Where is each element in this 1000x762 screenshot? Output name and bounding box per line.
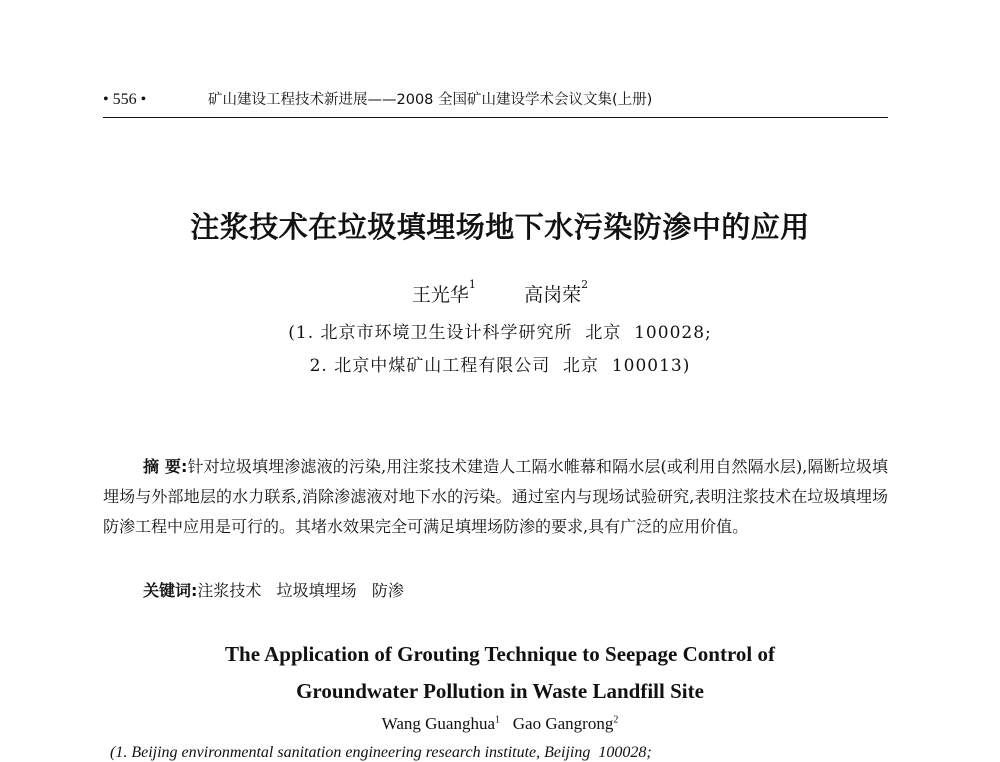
english-author-affil-mark: 2: [613, 714, 619, 726]
author-line: [0, 280, 1000, 307]
abstract-text: 针对垃圾填埋渗滤液的污染,用注浆技术建造人工隔水帷幕和隔水层(或利用自然隔水层),隔断垃圾填埋场与外部地层的水力联系,消除渗滤液对地下水的污染。通过室内与现场试验研究,表明注浆技术在垃圾填埋场防渗工程中应用是可行的。其堵水效果完全可满足填埋场防渗的要求,具有广泛的应用价值。: [103, 457, 888, 536]
affiliation-line: (1. 北京市环境卫生设计科学研究所 北京 100028;: [288, 323, 712, 343]
journal-title: 矿山建设工程技术新进展——2008 全国矿山建设学术会议文集(上册): [208, 92, 653, 108]
english-author-affil-mark: 1: [495, 714, 501, 726]
page-number: • 556 •: [103, 91, 147, 108]
keywords: [143, 578, 404, 601]
keywords-text: 注浆技术 垃圾填埋场 防渗: [197, 581, 404, 600]
affiliation-line: 2. 北京中煤矿山工程有限公司 北京 100013): [309, 356, 691, 376]
header-rule: [103, 117, 888, 118]
english-author-line: [0, 714, 1000, 734]
paper-title: 注浆技术在垃圾填埋场地下水污染防渗中的应用: [190, 210, 810, 244]
english-title-line: Groundwater Pollution in Waste Landfill Site: [296, 679, 704, 703]
author-affil-mark: 2: [581, 278, 589, 291]
english-author-name: Wang Guanghua: [381, 714, 496, 733]
abstract: [103, 452, 888, 542]
author-name: 高岗荣: [524, 284, 582, 306]
author-name: 王光华: [411, 284, 469, 306]
keywords-label: 关键词:: [143, 581, 198, 600]
author-affil-mark: 1: [468, 278, 476, 291]
english-affiliation-line: (1. Beijing environmental sanitation engineering research institute, Beijing 100028;: [110, 744, 652, 761]
abstract-label: 摘 要:: [143, 457, 188, 476]
english-author-name: Gao Gangrong: [512, 714, 614, 733]
running-header: [103, 88, 888, 109]
english-title-line: The Application of Grouting Technique to Seepage Control of: [225, 642, 775, 666]
